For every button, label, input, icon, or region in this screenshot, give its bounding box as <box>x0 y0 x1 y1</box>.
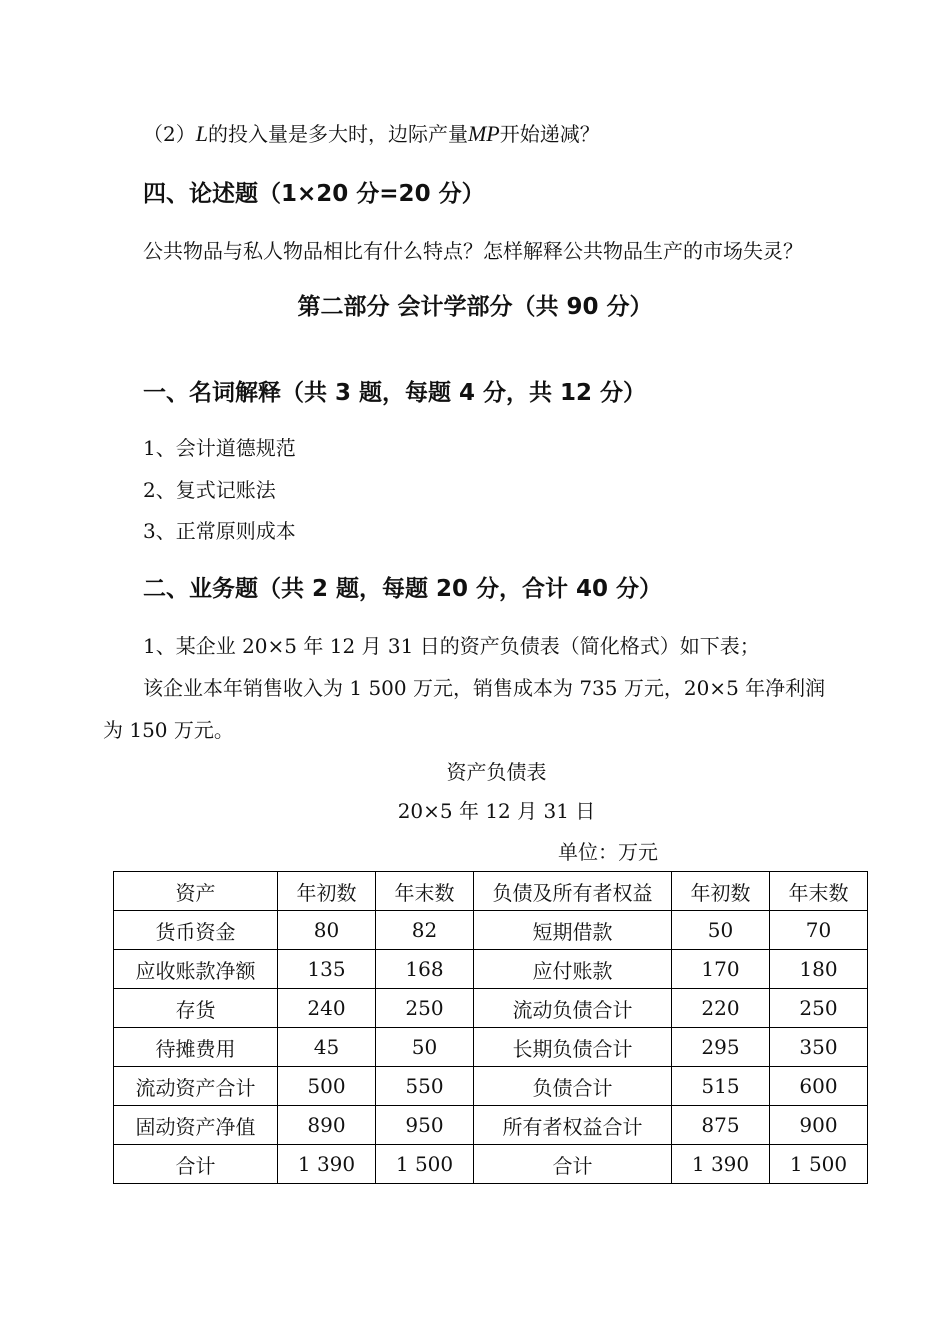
table-row <box>114 1028 868 1067</box>
table-cell: 合计 <box>474 1145 672 1184</box>
balance-sheet-table <box>113 871 868 1184</box>
table-cell: 250 <box>770 989 868 1028</box>
table-cell: 长期负债合计 <box>474 1028 672 1067</box>
table-cell: 295 <box>672 1028 770 1067</box>
table-cell: 500 <box>278 1067 376 1106</box>
table-cell: 50 <box>376 1028 474 1067</box>
table-cell: 950 <box>376 1106 474 1145</box>
variable-mp: MP <box>467 121 500 146</box>
section-4-question: 公共物品与私人物品相比有什么特点？怎样解释公共物品生产的市场失灵？ <box>143 239 803 263</box>
question-2-middle: 的投入量是多大时，边际产量 <box>207 122 468 146</box>
header-cell: 年初数 <box>672 872 770 911</box>
table-cell: 70 <box>770 911 868 950</box>
table-unit: 单位：万元 <box>558 840 658 864</box>
table-cell: 82 <box>376 911 474 950</box>
table-cell: 应付账款 <box>474 950 672 989</box>
table-cell: 货币资金 <box>114 911 278 950</box>
table-cell: 250 <box>376 989 474 1028</box>
table-cell: 存货 <box>114 989 278 1028</box>
section-2-title: 二、业务题（共 2 题，每题 20 分，合计 40 分） <box>143 576 663 602</box>
question-2-suffix: 开始递减？ <box>499 122 600 146</box>
table-cell: 80 <box>278 911 376 950</box>
header-cell: 负债及所有者权益 <box>474 872 672 911</box>
table-cell: 所有者权益合计 <box>474 1106 672 1145</box>
table-header-row <box>114 872 868 911</box>
header-cell: 年末数 <box>376 872 474 911</box>
table-cell: 168 <box>376 950 474 989</box>
table-title: 资产负债表 <box>446 760 547 784</box>
table-cell: 170 <box>672 950 770 989</box>
table-cell: 220 <box>672 989 770 1028</box>
question-1-line-3: 为 150 万元。 <box>103 718 234 742</box>
question-2-line <box>143 118 600 147</box>
table-cell: 1 500 <box>770 1145 868 1184</box>
variable-l: L <box>195 121 208 146</box>
section-1-title: 一、名词解释（共 3 题，每题 4 分，共 12 分） <box>143 380 647 406</box>
part-2-title: 第二部分 会计学部分（共 90 分） <box>297 294 653 320</box>
question-1-line-1: 1、某企业 20×5 年 12 月 31 日的资产负债表（简化格式）如下表； <box>143 634 760 658</box>
term-item: 3、正常原则成本 <box>143 519 296 543</box>
table-date: 20×5 年 12 月 31 日 <box>397 799 596 823</box>
table-row <box>114 1067 868 1106</box>
question-2-prefix: （2） <box>143 122 196 146</box>
table-cell: 50 <box>672 911 770 950</box>
table-cell: 流动资产合计 <box>114 1067 278 1106</box>
table-cell: 890 <box>278 1106 376 1145</box>
table-cell: 180 <box>770 950 868 989</box>
header-cell: 年末数 <box>770 872 868 911</box>
term-item: 2、复式记账法 <box>143 478 276 502</box>
table-cell: 1 390 <box>672 1145 770 1184</box>
table-cell: 待摊费用 <box>114 1028 278 1067</box>
table-cell: 600 <box>770 1067 868 1106</box>
table-cell: 875 <box>672 1106 770 1145</box>
table-cell: 合计 <box>114 1145 278 1184</box>
table-cell: 240 <box>278 989 376 1028</box>
table-row <box>114 989 868 1028</box>
table-cell: 515 <box>672 1067 770 1106</box>
table-row <box>114 950 868 989</box>
table-cell: 900 <box>770 1106 868 1145</box>
table-cell: 135 <box>278 950 376 989</box>
table-cell: 1 390 <box>278 1145 376 1184</box>
question-1-line-2: 该企业本年销售收入为 1 500 万元，销售成本为 735 万元，20×5 年净利润 <box>143 676 826 700</box>
table-row <box>114 911 868 950</box>
term-item: 1、会计道德规范 <box>143 436 296 460</box>
table-cell: 45 <box>278 1028 376 1067</box>
table-row <box>114 1106 868 1145</box>
table-cell: 固动资产净值 <box>114 1106 278 1145</box>
header-cell: 年初数 <box>278 872 376 911</box>
table-cell: 负债合计 <box>474 1067 672 1106</box>
table-cell: 应收账款净额 <box>114 950 278 989</box>
table-cell: 短期借款 <box>474 911 672 950</box>
table-cell: 550 <box>376 1067 474 1106</box>
table-cell: 流动负债合计 <box>474 989 672 1028</box>
table-cell: 350 <box>770 1028 868 1067</box>
table-total-row <box>114 1145 868 1184</box>
header-cell: 资产 <box>114 872 278 911</box>
section-4-title: 四、论述题（1×20 分=20 分） <box>143 181 485 207</box>
table-cell: 1 500 <box>376 1145 474 1184</box>
